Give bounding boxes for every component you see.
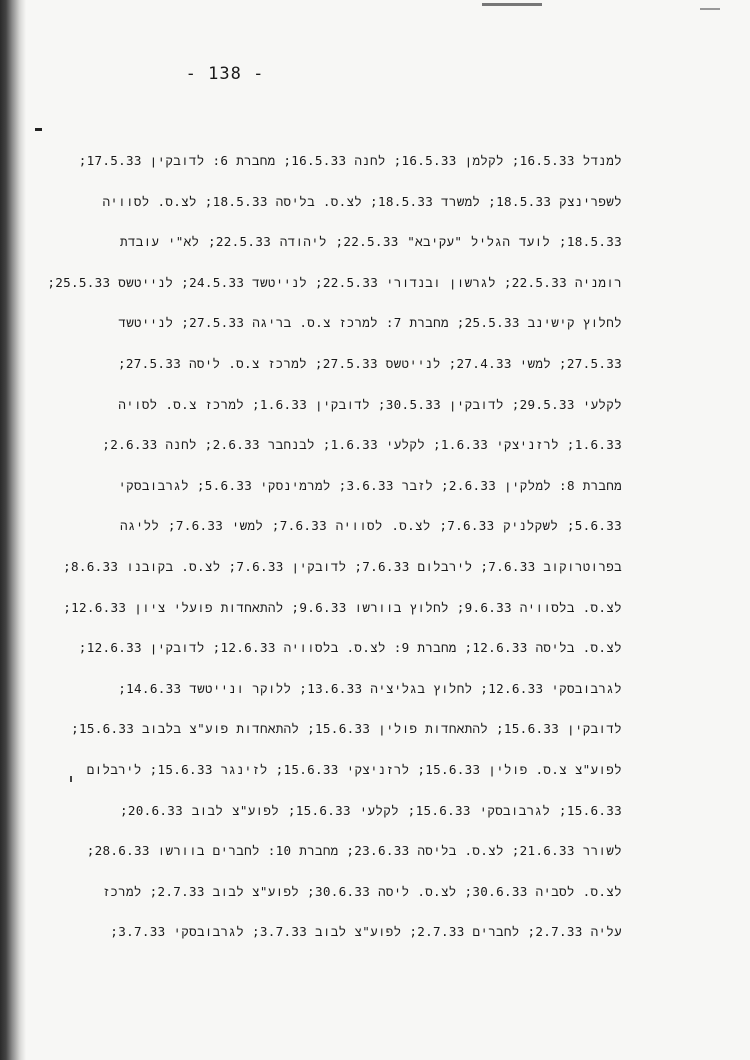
- text-line: עליה 2.7.33; לחברים 2.7.33; לפוע"צ לבוב 3.7.33; לגרבובסקי 3.7.33;: [110, 924, 622, 940]
- scan-binding-edge: [0, 0, 26, 1060]
- scan-mark: [700, 8, 720, 10]
- text-line: לקלעי 29.5.33; לדובקין 30.5.33; לדובקין 1.6.33; למרכז צ.ס. לסויה: [118, 396, 622, 412]
- text-line: לדובקין 15.6.33; להתאחדות פולין 15.6.33; להתאחדות פוע"צ בלבוב 15.6.33;: [71, 721, 622, 737]
- text-line: לגרבובסקי 12.6.33; לחלוץ בגליציה 13.6.33; ללוקר ונייטשד 14.6.33;: [118, 680, 622, 696]
- stray-mark: [70, 776, 72, 782]
- text-line: לצ.ס. בליסה 12.6.33; מחברת 9: לצ.ס. בלסוויה 12.6.33; לדובקין 12.6.33;: [78, 640, 622, 656]
- text-line: 15.6.33; לגרבובסקי 15.6.33; לקלעי 15.6.33; לפוע"צ לבוב 20.6.33;: [120, 802, 622, 818]
- text-line: 18.5.33; לועד הגליל "עקיבא" 22.5.33; ליהודה 22.5.33; לא"י עובדת: [120, 234, 622, 250]
- margin-tick: [35, 128, 42, 131]
- text-line: מחברת 8: למלקין 2.6.33; לזבר 3.6.33; למרמינסקי 5.6.33; לגרבובסקי: [118, 477, 622, 493]
- text-line: לפוע"צ צ.ס. פולין 15.6.33; לרזניצקי 15.6.33; לזינגר 15.6.33; לירבלום: [86, 761, 622, 777]
- text-line: 5.6.33; לשקלניק 7.6.33; לצ.ס. לסוויה 7.6.33; למשי 7.6.33; לליגה: [120, 518, 622, 534]
- scan-mark: [482, 3, 542, 6]
- text-line: לשפרינצק 18.5.33; למשרד 18.5.33; לצ.ס. בליסה 18.5.33; לצ.ס. לסוויה: [102, 193, 622, 209]
- text-line: לחלוץ קישינב 25.5.33; מחברת 7: למרכז צ.ס. בריגה 27.5.33; לנייטשד: [118, 315, 622, 331]
- body-text: [47, 148, 622, 960]
- page-number: - 138 -: [185, 64, 265, 84]
- text-line: בפרוטרוקוב 7.6.33; לירבלום 7.6.33; לדובקין 7.6.33; לצ.ס. בקובנו 8.6.33;: [63, 558, 622, 574]
- text-line: 1.6.33; לרזניצקי 1.6.33; לקלעי 1.6.33; לבנחבר 2.6.33; לחנה 2.6.33;: [102, 437, 622, 453]
- text-line: רומניה 22.5.33; לגרשון ובנדורי 22.5.33; לנייטשד 24.5.33; לנייטשס 25.5.33;: [47, 274, 622, 290]
- text-line: 27.5.33; למשי 27.4.33; לנייטשס 27.5.33; למרכז צ.ס. ליסה 27.5.33;: [118, 355, 622, 371]
- text-line: למנדל 16.5.33; לקלמן 16.5.33; לחנה 16.5.33; מחברת 6: לדובקין 17.5.33;: [78, 153, 622, 168]
- text-line: לשורר 21.6.33; לצ.ס. בליסה 23.6.33; מחברת 10: לחברים בוורשו 28.6.33;: [86, 843, 622, 859]
- text-line: לצ.ס. בלסוויה 9.6.33; לחלוץ בוורשו 9.6.33; להתאחדות פועלי ציון 12.6.33;: [63, 599, 622, 615]
- text-line: לצ.ס. לסביה 30.6.33; לצ.ס. ליסה 30.6.33; לפוע"צ לבוב 2.7.33; למרכז: [102, 883, 622, 899]
